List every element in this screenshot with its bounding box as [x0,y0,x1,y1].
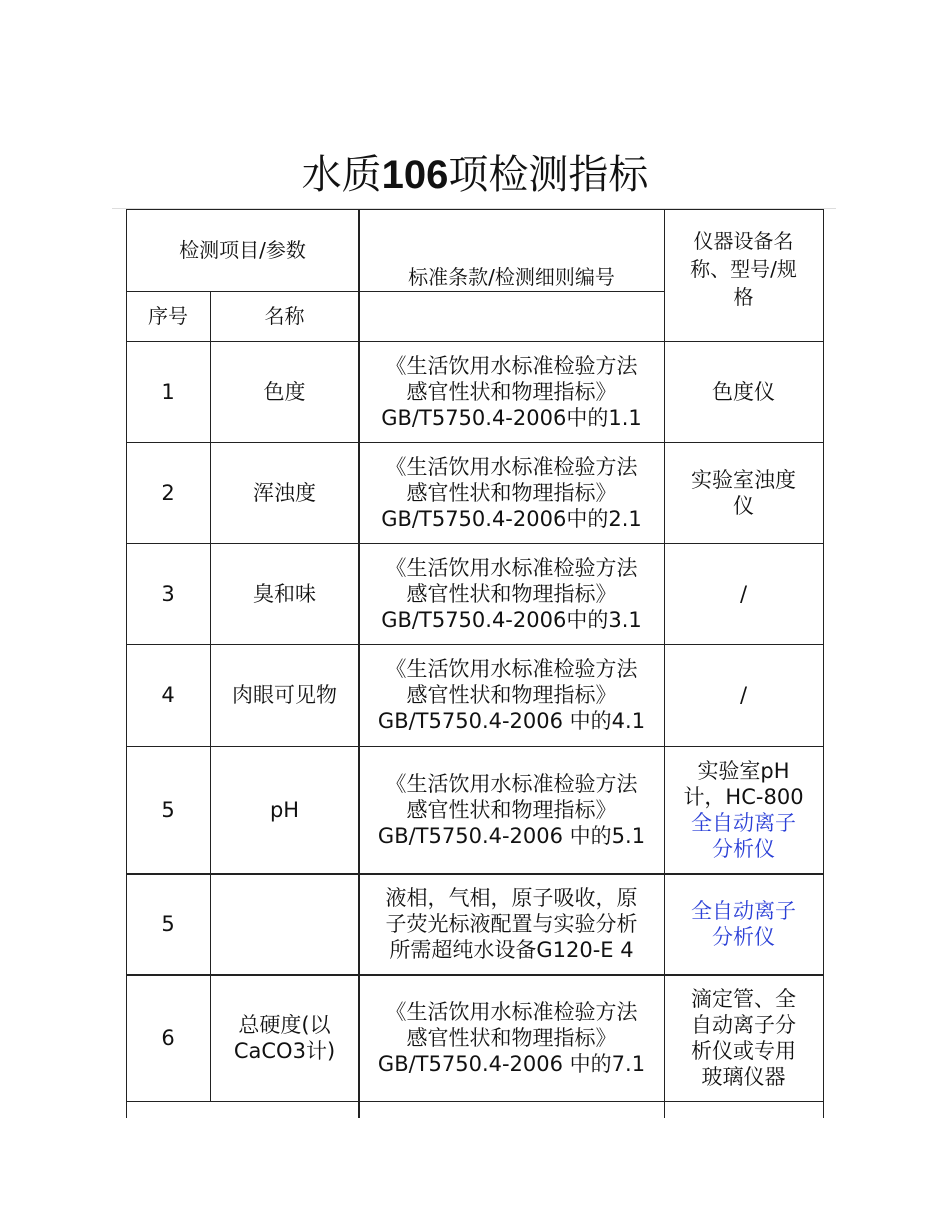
instrument-cell-line: 分析仪 [712,924,775,949]
name-cell [210,746,359,873]
standard-cell [359,543,664,644]
seq-cell-line: 2 [161,480,175,505]
instrument-cell [664,442,823,543]
instrument-cell-line: / [739,683,748,707]
standard-cell-line: 感官性状和物理指标》 [406,797,617,822]
instrument-cell-line: 析仪或专用 [691,1038,796,1063]
name-cell-line: CaCO3计) [233,1038,336,1063]
standard-cell-line: GB/T5750.4-2006 中的4.1 [377,709,646,733]
standard-cell [359,746,664,873]
instrument-cell [664,341,823,442]
seq-cell-line: 5 [161,797,175,822]
header-group [126,209,359,291]
standard-cell [359,442,664,543]
standard-cell-line: 子荧光标液配置与实验分析 [385,911,638,936]
standard-cell [359,644,664,746]
standard-cell-line: GB/T5750.4-2006中的3.1 [381,607,642,632]
name-cell-line: 总硬度(以 [238,1012,331,1037]
instrument-cell-line: 实验室浊度 [691,467,796,492]
seq-cell [126,442,210,543]
instrument-cell-line: 滴定管、全 [691,986,796,1011]
header-seq [126,291,210,341]
instrument-cell [664,644,823,746]
instrument-cell [664,543,823,644]
instrument-cell-line: 色度仪 [712,379,775,404]
header-seq-line: 序号 [148,304,188,328]
table-rule [823,209,824,1118]
seq-cell [126,746,210,873]
seq-cell-line: 4 [161,683,175,707]
seq-cell-line: 5 [161,911,175,936]
instrument-cell-line: / [739,581,748,606]
name-cell-line: 肉眼可见物 [232,683,337,707]
standard-cell-line: 感官性状和物理指标》 [406,379,617,404]
standard-cell-line: GB/T5750.4-2006中的2.1 [381,506,642,531]
header-instrument-line: 仪器设备名 [693,229,794,253]
instrument-cell-line: 自动离子分 [691,1012,796,1037]
instrument-cell-line: 计，HC-800 [683,784,804,809]
standard-cell [359,974,664,1101]
instrument-cell-line: 玻璃仪器 [701,1064,786,1089]
seq-cell [126,644,210,746]
standard-cell [359,873,664,974]
name-cell [210,341,359,442]
instrument-cell [664,873,823,974]
header-instrument [664,209,823,341]
name-cell-line: pH [269,797,300,822]
seq-cell [126,873,210,974]
name-cell-line: 臭和味 [253,581,316,606]
name-cell [210,974,359,1101]
page-title: 水质106项检测指标 [301,152,649,198]
header-name [210,291,359,341]
name-cell-line: 浑浊度 [253,480,316,505]
standard-cell-line: GB/T5750.4-2006 中的7.1 [377,1051,646,1076]
header-instrument-line: 称、型号/规 [690,257,797,281]
instrument-cell-line: 分析仪 [712,836,775,861]
header-name-line: 名称 [264,304,305,328]
seq-cell-line: 6 [161,1025,175,1050]
seq-cell [126,974,210,1101]
seq-cell [126,543,210,644]
standard-cell-line: 《生活饮用水标准检验方法 [385,454,638,479]
standard-cell-line: GB/T5750.4-2006 中的5.1 [377,823,646,848]
standard-cell-line: 所需超纯水设备G120-E 4 [389,937,634,962]
header-instrument-line: 格 [733,285,754,309]
standard-cell [359,341,664,442]
standard-cell-line: 液相，气相，原子吸收，原 [385,885,638,910]
standard-cell-line: 《生活饮用水标准检验方法 [385,771,638,796]
instrument-cell [664,974,823,1101]
standard-cell-line: 《生活饮用水标准检验方法 [385,353,638,378]
name-cell [210,442,359,543]
instrument-cell [664,746,823,873]
standard-cell-line: 感官性状和物理指标》 [406,480,617,505]
seq-cell [126,341,210,442]
standard-cell-line: 《生活饮用水标准检验方法 [385,999,638,1024]
instrument-cell-line: 全自动离子 [691,898,796,923]
name-cell [210,873,359,974]
header-standard [359,209,664,291]
instrument-cell-line: 全自动离子 [691,810,796,835]
header-group-line: 检测项目/参数 [179,238,306,262]
standard-cell-line: 感官性状和物理指标》 [406,1025,617,1050]
standard-cell-line: 《生活饮用水标准检验方法 [385,657,638,681]
name-cell [210,644,359,746]
standard-cell-line: 感官性状和物理指标》 [406,683,617,707]
table-rule [126,1101,824,1102]
seq-cell-line: 1 [161,379,175,404]
standard-cell-line: GB/T5750.4-2006中的1.1 [381,405,642,430]
instrument-cell-line: 仪 [733,493,754,518]
standard-cell-line: 感官性状和物理指标》 [406,581,617,606]
name-cell [210,543,359,644]
standard-cell-line: 《生活饮用水标准检验方法 [385,555,638,580]
name-cell-line: 色度 [263,379,306,404]
seq-cell-line: 3 [161,581,175,606]
instrument-cell-line: 实验室pH [697,758,790,783]
header-standard-line: 标准条款/检测细则编号 [408,265,615,289]
